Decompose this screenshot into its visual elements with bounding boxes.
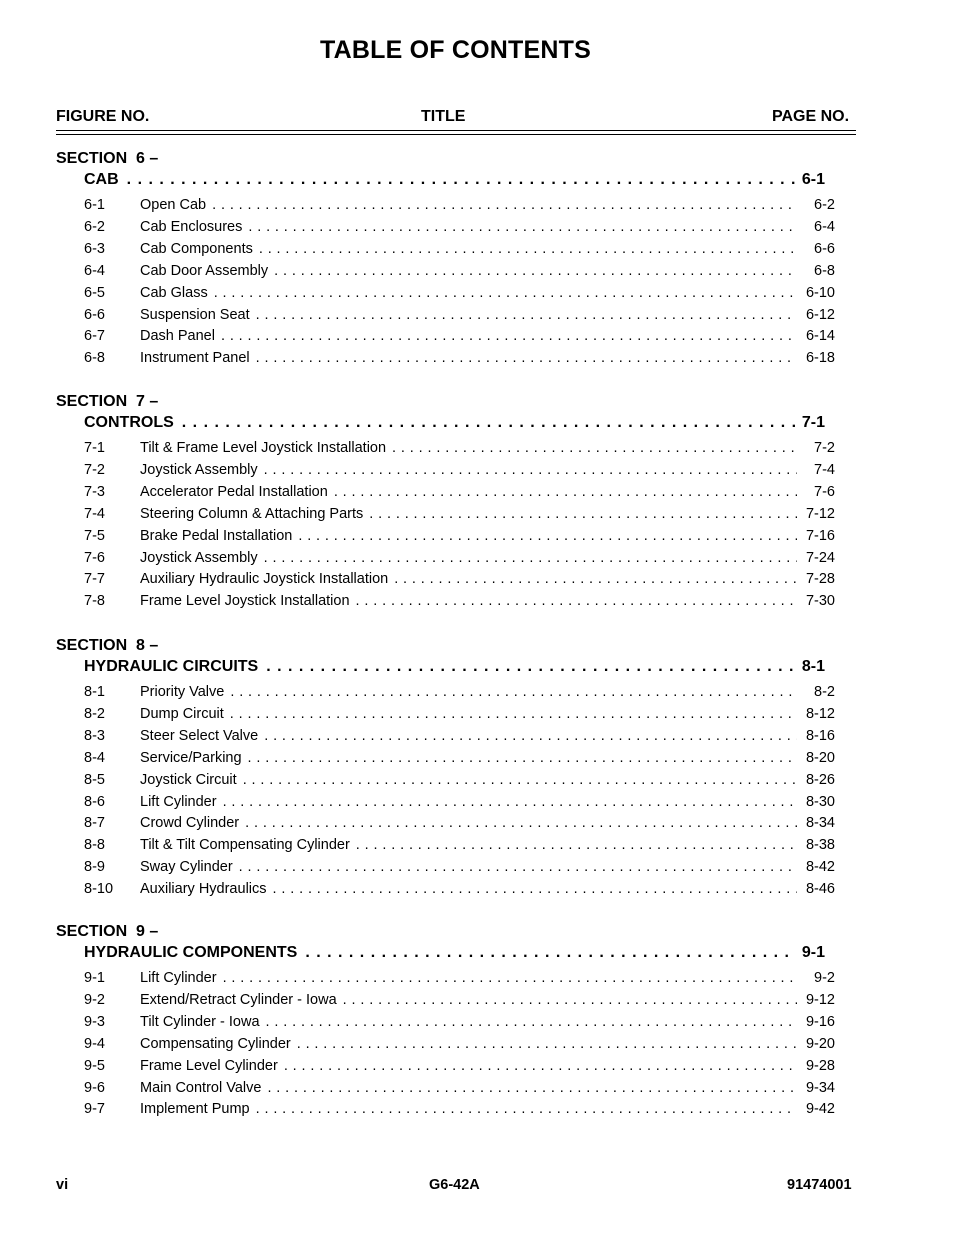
entry-title: Sway Cylinder xyxy=(140,859,233,876)
toc-entry[interactable] xyxy=(140,197,835,213)
section-label: SECTION 9 – xyxy=(56,923,159,940)
entry-title: Accelerator Pedal Installation xyxy=(140,483,328,500)
section-page: 6-1 xyxy=(801,171,825,188)
entry-page: 6-10 xyxy=(805,284,835,301)
entry-title: Cab Components xyxy=(140,240,253,257)
figure-number: 9-6 xyxy=(84,1079,105,1096)
section-title: CAB xyxy=(84,171,119,188)
section-page: 9-1 xyxy=(801,944,825,961)
dot-leader xyxy=(273,881,797,897)
entry-page: 9-42 xyxy=(805,1101,835,1118)
entry-title: Brake Pedal Installation xyxy=(140,527,293,544)
entry-page: 7-28 xyxy=(805,571,835,588)
entry-title: Tilt & Frame Level Joystick Installation xyxy=(140,440,387,456)
dot-leader xyxy=(212,197,797,213)
dot-leader xyxy=(297,1036,797,1052)
dot-leader xyxy=(223,794,797,810)
entry-page: 6-6 xyxy=(814,240,835,257)
entry-title: Dash Panel xyxy=(140,328,215,345)
figure-number: 7-4 xyxy=(84,505,105,522)
dot-leader xyxy=(266,658,795,676)
figure-number: 9-7 xyxy=(84,1101,105,1118)
header-rule-bottom xyxy=(56,134,856,135)
entry-page: 6-18 xyxy=(805,350,835,367)
entry-title: Joystick Assembly xyxy=(140,461,258,478)
footer-part-number: 91474001 xyxy=(787,1177,852,1193)
entry-page: 6-12 xyxy=(805,306,835,323)
toc-entry[interactable] xyxy=(140,815,835,831)
header-rule-top xyxy=(56,130,856,131)
toc-entry[interactable] xyxy=(140,506,835,522)
section-label: SECTION 8 – xyxy=(56,637,159,654)
entry-title: Tilt Cylinder - Iowa xyxy=(140,1013,260,1030)
entry-page: 7-24 xyxy=(805,549,835,566)
toc-entry[interactable] xyxy=(140,285,835,301)
entry-title: Joystick Circuit xyxy=(140,771,237,788)
dot-leader xyxy=(356,837,797,853)
figure-number: 7-2 xyxy=(84,461,105,478)
toc-entry[interactable] xyxy=(140,859,835,875)
entry-page: 9-2 xyxy=(814,970,835,986)
entry-page: 8-2 xyxy=(814,684,835,700)
toc-entry[interactable] xyxy=(140,241,835,257)
toc-entry[interactable] xyxy=(140,837,835,853)
toc-entry[interactable] xyxy=(140,571,835,587)
figure-number: 8-5 xyxy=(84,771,105,788)
section-label: SECTION 7 – xyxy=(56,393,159,410)
dot-leader xyxy=(243,772,797,788)
entry-title: Dump Circuit xyxy=(140,705,224,722)
dot-leader xyxy=(259,241,797,257)
entry-page: 9-12 xyxy=(805,991,835,1008)
figure-number: 6-4 xyxy=(84,262,105,279)
dot-leader xyxy=(182,414,795,432)
entry-page: 8-42 xyxy=(805,859,835,876)
entry-page: 8-30 xyxy=(805,793,835,810)
toc-entry[interactable] xyxy=(140,794,835,810)
toc-entry[interactable] xyxy=(140,462,835,478)
toc-entry[interactable] xyxy=(140,219,835,235)
figure-number: 8-7 xyxy=(84,815,105,832)
dot-leader xyxy=(256,307,797,323)
dot-leader xyxy=(305,944,795,962)
toc-entry[interactable] xyxy=(140,970,835,986)
figure-number: 7-6 xyxy=(84,549,105,566)
dot-leader xyxy=(274,263,797,279)
dot-leader xyxy=(256,1101,797,1117)
section-label: SECTION 6 – xyxy=(56,150,159,167)
entry-page: 7-16 xyxy=(805,527,835,544)
dot-leader xyxy=(334,484,797,500)
toc-entry[interactable] xyxy=(140,1101,835,1117)
entry-page: 7-30 xyxy=(805,593,835,610)
figure-number: 9-3 xyxy=(84,1013,105,1030)
entry-page: 9-28 xyxy=(805,1057,835,1074)
entry-page: 6-2 xyxy=(814,197,835,213)
entry-page: 9-34 xyxy=(805,1079,835,1096)
toc-entry[interactable] xyxy=(140,750,835,766)
title-header: TITLE xyxy=(421,108,466,125)
footer-page-number: vi xyxy=(56,1177,69,1193)
figure-number: 6-1 xyxy=(84,197,105,213)
figure-number: 7-8 xyxy=(84,593,105,610)
section-title-row[interactable] xyxy=(84,414,825,432)
entry-title: Crowd Cylinder xyxy=(140,815,240,832)
figure-number: 9-2 xyxy=(84,991,105,1008)
entry-title: Frame Level Joystick Installation xyxy=(140,593,350,610)
figure-number: 6-5 xyxy=(84,284,105,301)
figure-number: 9-4 xyxy=(84,1035,105,1052)
entry-title: Frame Level Cylinder xyxy=(140,1057,278,1074)
entry-page: 9-20 xyxy=(805,1035,835,1052)
figure-number: 7-7 xyxy=(84,571,105,588)
entry-title: Cab Door Assembly xyxy=(140,262,269,279)
toc-entry[interactable] xyxy=(140,881,835,897)
figure-number: 8-4 xyxy=(84,749,105,766)
entry-page: 7-2 xyxy=(814,440,835,456)
dot-leader xyxy=(214,285,797,301)
figure-number: 9-1 xyxy=(84,970,105,986)
entry-page: 6-14 xyxy=(805,328,835,345)
toc-entry[interactable] xyxy=(140,992,835,1008)
entry-page: 8-20 xyxy=(805,749,835,766)
toc-entry[interactable] xyxy=(140,263,835,279)
dot-leader xyxy=(230,706,797,722)
figure-number: 8-8 xyxy=(84,837,105,854)
toc-entry[interactable] xyxy=(140,1058,835,1074)
toc-entry[interactable] xyxy=(140,728,835,744)
page-no-header: PAGE NO. xyxy=(772,108,850,125)
dot-leader xyxy=(284,1058,797,1074)
section-page: 8-1 xyxy=(801,658,825,675)
dot-leader xyxy=(239,859,797,875)
page-title: TABLE OF CONTENTS xyxy=(320,36,591,64)
figure-number: 6-3 xyxy=(84,240,105,257)
figure-number: 8-2 xyxy=(84,705,105,722)
figure-number: 6-7 xyxy=(84,328,105,345)
toc-entry[interactable] xyxy=(140,307,835,323)
entry-title: Open Cab xyxy=(140,197,207,213)
dot-leader xyxy=(394,571,797,587)
toc-entry[interactable] xyxy=(140,350,835,366)
entry-title: Suspension Seat xyxy=(140,306,250,323)
entry-page: 7-6 xyxy=(814,483,835,500)
entry-title: Auxiliary Hydraulics xyxy=(140,881,267,898)
entry-title: Main Control Valve xyxy=(140,1079,262,1096)
entry-page: 8-34 xyxy=(805,815,835,832)
dot-leader xyxy=(343,992,797,1008)
entry-title: Lift Cylinder xyxy=(140,970,217,986)
figure-number: 6-6 xyxy=(84,306,105,323)
figure-no-header: FIGURE NO. xyxy=(56,108,150,125)
entry-title: Tilt & Tilt Compensating Cylinder xyxy=(140,837,350,854)
dot-leader xyxy=(267,1080,797,1096)
entry-page: 6-8 xyxy=(814,262,835,279)
entry-page: 6-4 xyxy=(814,218,835,235)
figure-number: 7-5 xyxy=(84,527,105,544)
figure-number: 8-6 xyxy=(84,793,105,810)
figure-number: 7-3 xyxy=(84,483,105,500)
toc-entry[interactable] xyxy=(140,772,835,788)
figure-number: 8-1 xyxy=(84,684,105,700)
entry-page: 9-16 xyxy=(805,1013,835,1030)
figure-number: 8-9 xyxy=(84,859,105,876)
section-title-row[interactable] xyxy=(84,171,825,189)
entry-title: Steer Select Valve xyxy=(140,727,259,744)
entry-title: Cab Enclosures xyxy=(140,218,243,235)
section-title: HYDRAULIC CIRCUITS xyxy=(84,658,259,675)
dot-leader xyxy=(256,350,797,366)
figure-number: 6-8 xyxy=(84,350,105,367)
section-title-row[interactable] xyxy=(84,658,825,676)
figure-number: 6-2 xyxy=(84,218,105,235)
toc-entry[interactable] xyxy=(140,484,835,500)
dot-leader xyxy=(298,528,797,544)
entry-title: Implement Pump xyxy=(140,1101,250,1118)
section-title: CONTROLS xyxy=(84,414,174,431)
figure-number: 8-3 xyxy=(84,727,105,744)
entry-page: 8-38 xyxy=(805,837,835,854)
entry-page: 7-12 xyxy=(805,505,835,522)
entry-title: Auxiliary Hydraulic Joystick Installation xyxy=(140,571,389,588)
figure-number: 7-1 xyxy=(84,440,105,456)
dot-leader xyxy=(221,328,797,344)
figure-number: 9-5 xyxy=(84,1057,105,1074)
toc-entry[interactable] xyxy=(140,550,835,566)
dot-leader xyxy=(264,462,797,478)
toc-entry[interactable] xyxy=(140,593,835,609)
footer-model: G6-42A xyxy=(429,1177,480,1193)
dot-leader xyxy=(230,684,797,700)
entry-title: Joystick Assembly xyxy=(140,549,258,566)
entry-page: 7-4 xyxy=(814,461,835,478)
entry-page: 8-26 xyxy=(805,771,835,788)
dot-leader xyxy=(223,970,797,986)
dot-leader xyxy=(369,506,797,522)
section-title: HYDRAULIC COMPONENTS xyxy=(84,944,298,961)
dot-leader xyxy=(266,1014,797,1030)
entry-title: Priority Valve xyxy=(140,684,225,700)
dot-leader xyxy=(127,171,795,189)
entry-title: Cab Glass xyxy=(140,284,208,301)
entry-page: 8-16 xyxy=(805,727,835,744)
toc-entry[interactable] xyxy=(140,1014,835,1030)
dot-leader xyxy=(264,728,797,744)
section-page: 7-1 xyxy=(801,414,825,431)
dot-leader xyxy=(264,550,797,566)
figure-number: 8-10 xyxy=(84,881,114,898)
dot-leader xyxy=(248,219,797,235)
entry-title: Service/Parking xyxy=(140,749,242,766)
entry-title: Lift Cylinder xyxy=(140,793,217,810)
toc-entry[interactable] xyxy=(140,1036,835,1052)
toc-entry[interactable] xyxy=(140,328,835,344)
section-title-row[interactable] xyxy=(84,944,825,962)
toc-entry[interactable] xyxy=(140,528,835,544)
entry-page: 8-46 xyxy=(805,881,835,898)
dot-leader xyxy=(248,750,797,766)
dot-leader xyxy=(245,815,797,831)
dot-leader xyxy=(392,440,797,456)
entry-title: Compensating Cylinder xyxy=(140,1035,291,1052)
toc-entry[interactable] xyxy=(140,1080,835,1096)
toc-entry[interactable] xyxy=(140,684,835,700)
entry-page: 8-12 xyxy=(805,705,835,722)
toc-entry[interactable] xyxy=(140,706,835,722)
entry-title: Steering Column & Attaching Parts xyxy=(140,505,364,522)
toc-entry[interactable] xyxy=(140,440,835,456)
dot-leader xyxy=(356,593,797,609)
entry-title: Instrument Panel xyxy=(140,350,250,367)
entry-title: Extend/Retract Cylinder - Iowa xyxy=(140,991,337,1008)
